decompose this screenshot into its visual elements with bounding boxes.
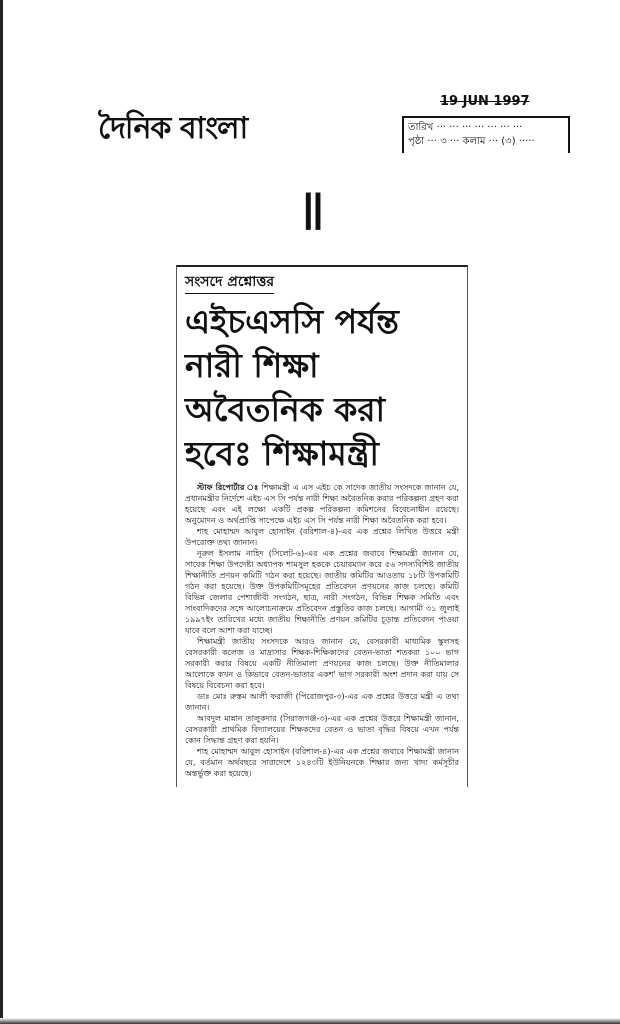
byline: স্টাফ রিপোর্টার ঃ (197, 483, 259, 492)
paragraph: নূরুল ইসলাম নাহিদ (সিলেট-৬)-এর এক প্রশ্নের জবাবে শিক্ষামন্ত্রী জানান যে, সাবেক শিক্ষা উপদেষ্টা অধ্যাপক শামসুল হককে চেয়ারম্যান করে ৫৬ সদস্যবিশিষ্ট জাতীয় শিক্ষানীতি প্রণয়ন কমিটি গঠন করা হয়েছে। জাতীয় কমিটির আওতায় ১৮টি উপকমিটি গঠন করা হয়েছে। উক্ত উপকমিটিসমূহের প্রতিবেদন প্রণয়নের কাজ চলছে। কমিটি বিভিন্ন জেলার পেশাজীবী সংগঠন, ছাত্র, নারী সংগঠন, বিভিন্ন শিক্ষক সমিতি এবং সাংবাদিকদের সঙ্গে আলোচনাক্রমে প্রতিবেদন প্রস্তুতির কাজ চলছে। আগামী ৩১ জুলাই ১৯৯৭ইং তারিখের মধ্যে জাতীয় শিক্ষানীতি প্রণয়ন কমিটির চূড়ান্ত প্রতিবেদন পাওয়া যাবে বলে আশা করা যাচ্ছে। (185, 549, 459, 635)
paragraph: ডাঃ মোঃ রুস্তম আলী ফরাজী (পিরোজপুর-৩)-এর এক প্রশ্নের উত্তরে মন্ত্রী এ তথ্য জানান। (185, 692, 459, 712)
article-body (185, 482, 459, 779)
paragraph: শাহ মোহাম্মদ আবুল হোসাইন (বরিশাল-৪)-এর এক প্রশ্নের জবাবে শিক্ষামন্ত্রী জানান যে, বর্তমান অর্থবছরে সারাদেশে ১২৪৩টি ইউনিয়নকে শিক্ষার জন্য খাদ্য কর্মসূচীর অন্তর্ভুক্ত করা হয়েছে। (185, 747, 459, 778)
paragraph: শাহ মোহাম্মদ আবুল হোসাইন (বরিশাল-৪)-এর এক প্রশ্নের লিখিত উত্তরে মন্ত্রী উপরোক্ত তথ্য জানান। (185, 527, 459, 547)
news-clipping (176, 265, 468, 787)
section-rubric: সংসদে প্রশ্নোত্তর (185, 273, 274, 294)
newspaper-logo: দৈনিক বাংলা (98, 111, 248, 146)
paragraph: আবদুল মান্নান তালুকদার (সিরাজগঞ্জ-৩)-এর এক প্রশ্নের উত্তরে শিক্ষামন্ত্রী জানান, বেসরকারী প্রাথমিক বিদ্যালয়ের শিক্ষকদের বেতন ও ভাতা বৃদ্ধির বিষয়ে এখন পর্যন্ত কোন সিদ্ধান্ত গ্রহণ করা হয়নি। (185, 714, 459, 745)
date-label: তারিখ ··· ··· ··· ··· ··· ··· ··· (408, 122, 523, 133)
page-mark: ॥ (298, 177, 325, 244)
date-stamp: 19 JUN 1997 (440, 94, 530, 109)
headline: এইচএসসি পর্যন্ত নারী শিক্ষা অবৈতনিক করা হবেঃ শিক্ষামন্ত্রী (185, 302, 399, 473)
paragraph-text: শিক্ষামন্ত্রী এ এস এইচ কে সাদেক জাতীয় সংসদকে জানান যে, প্রধানমন্ত্রীর নির্দেশে এইচ এস সি পর্যন্ত নারী শিক্ষা অবৈতনিক করার পরিকল্পনা গ্রহণ করা হয়েছে এবং এই লক্ষ্যে একটি প্রকল্প পরিকল্পনা কমিশনের বিবেচনাধীন রয়েছে। অনুমোদন ও অর্থপ্রাপ্তি সাপেক্ষে এইচ এস সি পর্যন্ত নারী শিক্ষা অবৈতনিক করা হবে। (185, 483, 460, 525)
paragraph (185, 482, 459, 526)
scan-edge-bottom (0, 1018, 620, 1024)
paragraph: শিক্ষামন্ত্রী জাতীয় সংসদকে আরও জানান যে, বেসরকারী মাধ্যমিক স্কুলসহ বেসরকারী কলেজ ও মাদ্রাসার শিক্ষক-শিক্ষিকাদের বেতন-ভাতা শতকরা ১০০ ভাগ সরকারী করার বিষয়ে একটি নীতিমালা প্রণয়নের কাজ চলছে। উক্ত নীতিমালার আলোকে কখন ও কিভাবে বেতন-ভাতার একশ' ভাগ সরকারী অংশ প্রদান করা যায় সে বিষয়ে বিবেচনা করা হবে। (185, 637, 459, 690)
scan-edge-left (0, 0, 3, 1024)
page-column-label: পৃষ্ঠা ··· ৩ ··· কলাম ··· (৩) ····· (408, 136, 535, 147)
date-box (402, 116, 570, 153)
